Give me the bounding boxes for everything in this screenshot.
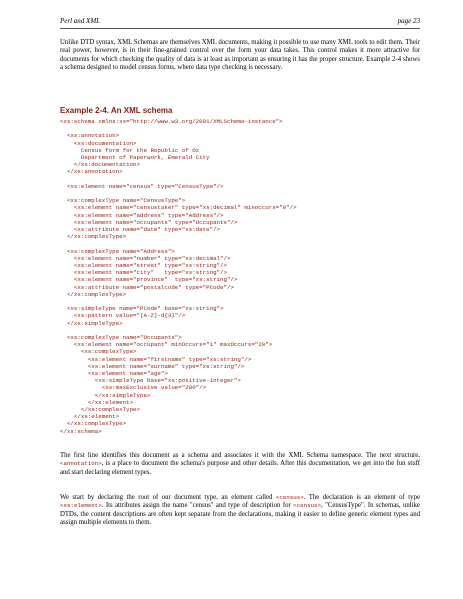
code-line — [60, 125, 420, 132]
code-line: Department of Paperwork, Emerald City — [60, 154, 210, 161]
explanation-paragraph-2 — [60, 494, 420, 527]
code-line: </xs:simpleType> — [60, 319, 123, 327]
code-line: <xs:element name="occupants" type="Occupants"/> — [60, 218, 238, 226]
code-line: <xs:complexType name="CensusType"> — [60, 197, 186, 205]
code-line: <xs:element name="census" type="CensusType"/> — [60, 182, 224, 190]
code-line — [60, 176, 420, 183]
code-line: <xs:attribute name="date" type="xs:date"/> — [60, 226, 221, 233]
code-line: </xs:complexType> — [60, 406, 141, 414]
code-line: <xs:element name="province" type="xs:string"/> — [60, 276, 238, 284]
paragraph-text: The first line identifies this document as a schema and associates it with the XML Schema namespace. The next structure, — [60, 452, 420, 459]
code-line: <xs:element name="number" type="xs:decimal"/> — [60, 254, 231, 262]
code-line — [60, 298, 420, 305]
paragraph-text: We start by declaring the root of our document type, an element called — [60, 494, 276, 501]
code-line: </xs:element> — [60, 413, 120, 421]
code-line: Census form for the Republic of Oz — [60, 146, 200, 154]
code-line — [60, 190, 420, 197]
code-line: <xs:element name="occupant" minOccurs="1" maxOccurs="20"> — [60, 341, 273, 349]
code-line: <xs:element name="surname" type="xs:string"/> — [60, 362, 245, 370]
code-line: <xs:element name="street" type="xs:string"/> — [60, 262, 227, 269]
code-line: </xs:element> — [60, 398, 134, 406]
code-listing — [60, 118, 420, 435]
code-line: <xs:element name="censustaker" type="xs:decimal" minoccurs="0"/> — [60, 204, 297, 212]
code-line: <xs:complexType> — [60, 348, 137, 356]
code-line: <xs:maxExclusive value="200"/> — [60, 384, 207, 392]
page-number: page 23 — [397, 17, 420, 25]
code-line: <xs:element name="city" type="xs:string"/> — [60, 269, 227, 277]
paragraph-text: . Its attributes assign the name "census" and type of description for — [101, 502, 294, 510]
code-line: <xs:complexType name="Address"> — [60, 247, 175, 255]
inline-code: <xs:element> — [60, 502, 102, 510]
code-line: <xs:element name="address" type="Address"/> — [60, 211, 224, 219]
code-line: <xs:simpleType name="PCode" base="xs:string"> — [60, 305, 224, 313]
code-line: <xs:element name="firstname" type="xs:string"/> — [60, 355, 252, 363]
paragraph-text: . The declaration is an element of type — [303, 494, 420, 501]
paragraph-text: , "CensusType". In schemas, unlike DTDs, the content descriptions are often kept separate from the declarations, making it easier to define generic element types and assign multiple elements to them. — [60, 502, 420, 526]
header-rule — [60, 28, 420, 29]
code-line: </xs:complexType> — [60, 233, 127, 241]
inline-code: <annotation> — [60, 460, 102, 468]
code-line: <xs:complexType name="Occupants"> — [60, 334, 182, 341]
code-line: <xs:documentation> — [60, 139, 137, 147]
code-line: </xs:complexType> — [60, 420, 127, 428]
explanation-paragraph-1 — [60, 452, 420, 477]
code-line — [60, 240, 420, 247]
code-line: </xs:schema> — [60, 427, 102, 435]
code-line: </xs:simpleType> — [60, 391, 151, 399]
code-line: </xs:annotation> — [60, 168, 123, 176]
code-line: <xs:simpleType base="xs:positive-integer"> — [60, 377, 241, 385]
code-line: <xs:element name="age"> — [60, 370, 168, 378]
code-line: </xs:complexType> — [60, 290, 127, 298]
running-header-title: Perl and XML — [60, 17, 101, 25]
code-line: </xs:documentation> — [60, 161, 141, 169]
paragraph-text: , is a place to document the schema's purpose and other details. After this documentation, we get into the fun stuff and start declaring element types. — [60, 460, 420, 476]
code-line: <xs:schema xmlns:xs="http://www.w3.org/2001/XMLSchema-instance"> — [60, 118, 283, 125]
code-line: <xs:annotation> — [60, 132, 120, 140]
intro-paragraph: Unlike DTD syntax, XML Schemas are themselves XML documents, making it possible to use many XML tools to edit them. Their real power, however, is in their fine-grained control over the form your data takes. This control makes it more attractive for documents for which checking the quality of data is at least as important as ensuring it has the proper structure. Example 2-4 shows a schema designed to model census forms, where data type checking is necessary. — [60, 39, 420, 71]
code-line — [60, 327, 420, 334]
code-line: <xs:pattern value="[A-Z]-d{3}"/> — [60, 312, 186, 320]
inline-code: <census> — [293, 502, 321, 510]
example-title: Example 2-4. An XML schema — [60, 106, 173, 115]
inline-code: <census> — [275, 494, 304, 501]
code-line: <xs:attribute name="postalcode" type="PCode"/> — [60, 283, 234, 291]
